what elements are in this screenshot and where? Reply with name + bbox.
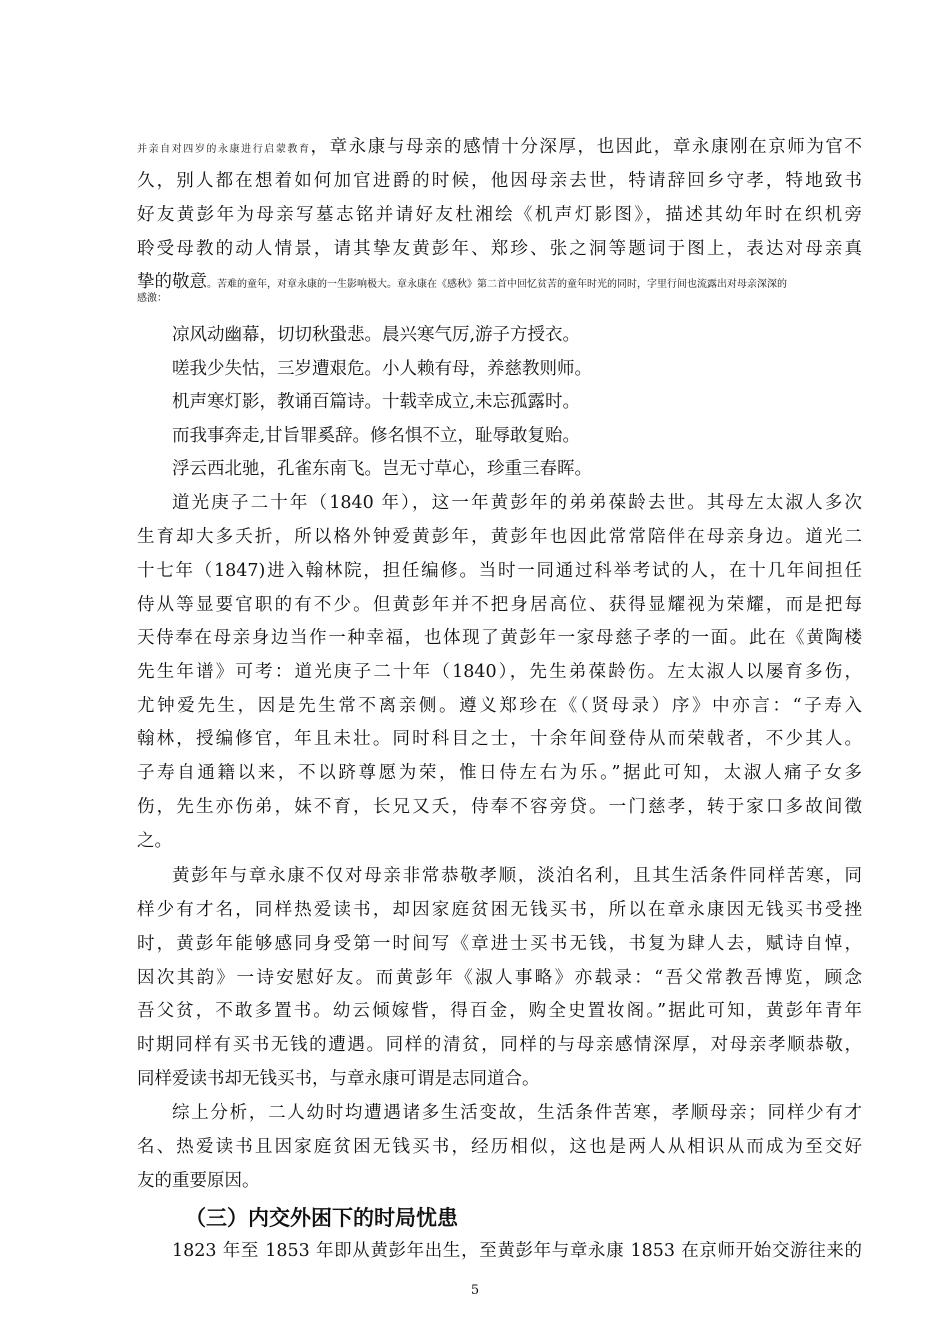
- para2-line-10: 伤，先生亦伤弟，妹不育，长兄又夭，侍奉不容旁贷。一门慈孝，转于家口多故间徵: [137, 797, 862, 817]
- para1-line1-text: ，章永康与母亲的感情十分深厚，也因此，章永康刚在京师为官不: [310, 137, 862, 157]
- para1-line-3: 好友黄彭年为母亲写墓志铭并请好友杜湘绘《机声灯影图》，描述其幼年时在织机旁: [137, 205, 862, 225]
- para2-line-3: 十七年（1847)进入翰林院，担任编修。当时一同通过科举考试的人，在十几年间担任: [137, 561, 862, 581]
- para2-line-2: 生育却大多夭折，所以格外钟爱黄彭年，黄彭年也因此常常陪伴在母亲身边。道光二: [137, 527, 862, 547]
- para1-line-4: 聆受母教的动人情景，请其挚友黄彭年、郑珍、张之洞等题词于图上，表达对母亲真: [137, 239, 862, 259]
- poem-line-5: 浮云西北驰，孔雀东南飞。岂无寸草心，珍重三春晖。: [172, 459, 592, 479]
- para5-line-1: 1823 年至 1853 年即从黄彭年出生，至黄彭年与章永康 1853 在京师开始交游往来的: [172, 1241, 862, 1261]
- para1-line-2: 久，别人都在想着如何加官进爵的时候，他因母亲去世，特请辞回乡守孝，特地致书: [137, 171, 862, 191]
- para1-line5-small-text: 。苦难的童年，对章永康的一生影响极大。章永康在《感秋》第二首中回忆贫苦的童年时光的同时，字里行间也流露出对母亲深深的: [207, 279, 787, 290]
- para3-line-4: 因次其韵》一诗安慰好友。而黄彭年《淑人事略》亦载录：“吾父常教吾博览，顾念: [137, 968, 862, 988]
- para3-line-3: 时，黄彭年能够感同身受第一时间写《章进士买书无钱，书复为肆人去，赋诗自悼，: [137, 934, 862, 954]
- poem-line-2: 嗟我少失怙，三岁遭艰危。小人赖有母，养慈教则师。: [172, 359, 592, 379]
- para4-line-1: 综上分析，二人幼时均遭遇诸多生活变故，生活条件苦寒，孝顺母亲；同样少有才: [172, 1103, 862, 1123]
- para3-line-5: 吾父贫，不敢多置书。幼云倾嫁眥，得百金，购全史置妆阁。”据此可知，黄彭年青年: [137, 1001, 862, 1021]
- para1-line-1: [137, 136, 862, 161]
- para2-line-6: 先生年谱》可考：道光庚子二十年（1840），先生弟葆龄伤。左太淑人以屡育多伤，: [137, 662, 862, 682]
- page-number: 5: [470, 1283, 480, 1298]
- section-heading: （三）内交外困下的时局忧患: [185, 1206, 458, 1230]
- poem-line-1: 凉风动幽幕，切切秋蛩悲。晨兴寒气厉,游子方授衣。: [172, 325, 581, 345]
- para3-line-2: 样少有才名，同样热爱读书，却因家庭贫困无钱买书，所以在章永康因无钱买书受挫: [137, 900, 862, 920]
- para1-line5-text: 挚的敬意: [137, 272, 207, 292]
- poem-line-4: 而我事奔走,甘旨罪奚辞。修名惧不立，耻辱敢复贻。: [172, 426, 581, 446]
- para2-line-1: 道光庚子二十年（1840 年），这一年黄彭年的弟弟葆龄去世。其母左太淑人多次: [172, 493, 862, 513]
- para2-line-8: 翰林，授编修官，年且未壮。同时科目之士，十余年间登侍从而荣戟者，不少其人。: [137, 729, 862, 749]
- poem-line-3: 机声寒灯影，教诵百篇诗。十载幸成立,未忘孤露时。: [172, 392, 581, 412]
- para3-line-7: 同样爱读书却无钱买书，与章永康可谓是志同道合。: [137, 1069, 540, 1089]
- para2-line-5: 天侍奉在母亲身边当作一种幸福，也体现了黄彭年一家母慈子孝的一面。此在《黄陶楼: [137, 628, 862, 648]
- para3-line-1: 黄彭年与章永康不仅对母亲非常恭敬孝顺，淡泊名利，且其生活条件同样苦寒，同: [172, 866, 862, 886]
- para1-line-6: 感激：: [137, 293, 167, 304]
- para3-line-6: 时期同样有买书无钱的遭遇。同样的清贫，同样的与母亲感情深厚，对母亲孝顺恭敬，: [137, 1035, 862, 1055]
- para4-line-2: 名、热爱读书且因家庭贫困无钱买书，经历相似，这也是两人从相识从而成为至交好: [137, 1137, 862, 1157]
- para2-line-4: 侍从等显要官职的有不少。但黄彭年并不把身居高位、获得显耀视为荣耀，而是把每: [137, 595, 862, 615]
- para1-line1-small-text: 并亲自对四岁的永康进行启蒙教育: [137, 144, 311, 155]
- para2-line-7: 尤钟爱先生，因是先生常不离亲侧。遵义郑珍在《（贤母录）序》中亦言：“子寿入: [137, 696, 862, 716]
- para4-line-3: 友的重要原因。: [137, 1171, 260, 1191]
- para2-line-9: 子寿自通籍以来，不以跻尊愿为荣，惟日侍左右为乐。”据此可知，太淑人痛子女多: [137, 763, 862, 783]
- para2-line-11: 之。: [137, 831, 172, 851]
